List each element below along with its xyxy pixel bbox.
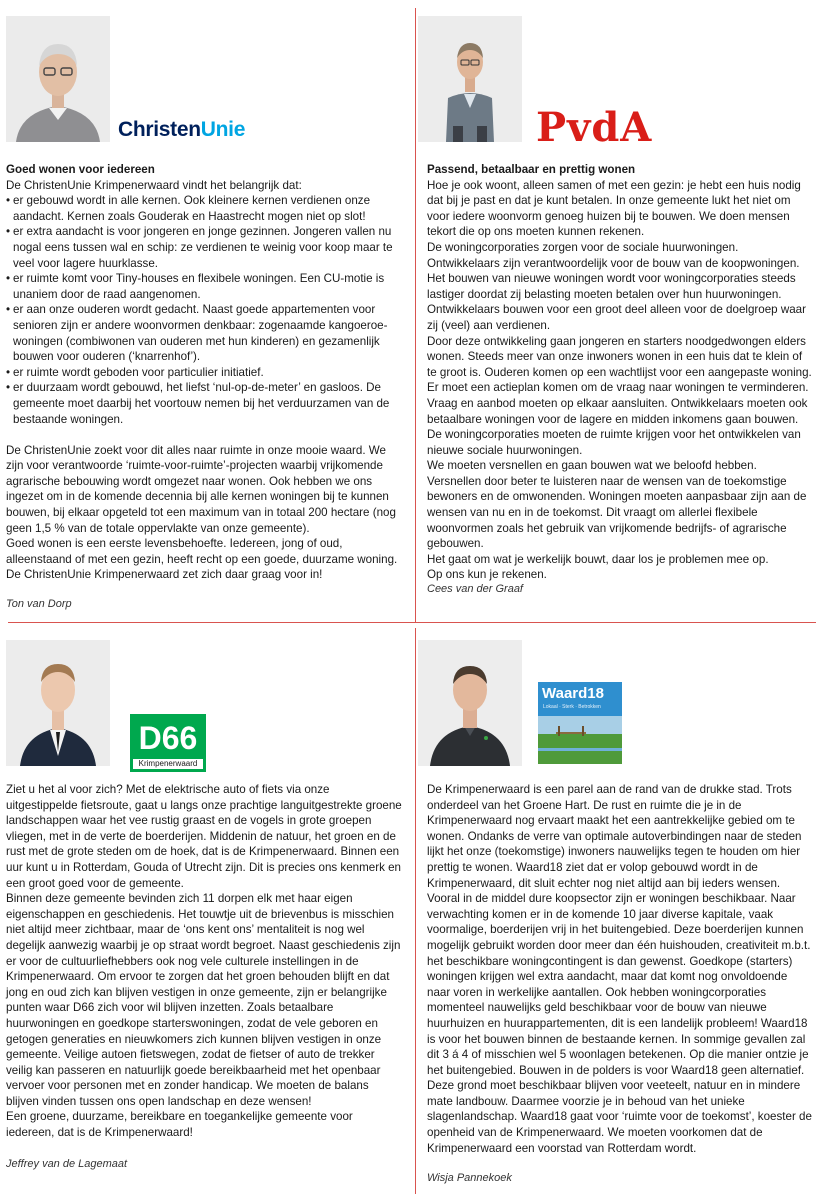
christenunie-bullet: • er duurzaam wordt gebouwd, het liefst ‘nul-op-de-meter’ en gasloos. De gemeente moet daarbij het voortouw nemen bij het verduurzamen van de bestaande woningen. <box>6 380 402 427</box>
pvda-paragraph: Er moet een actieplan komen om de vraag naar woningen te verminderen. Vraag en aanbod moeten op elkaar aansluiten. Ontwikkelaars moeten ook betaalbare woningen voor de lagere en midden inkomens gaan bouwen. <box>427 381 809 426</box>
christenunie-bullet: • er ruimte komt voor Tiny-houses en flexibele woningen. Een CU-motie is unaniem door de raad aangenomen. <box>6 271 402 302</box>
christenunie-bullet-list <box>6 193 402 427</box>
d66-logo-text: D66 <box>138 720 198 756</box>
pvda-logo: PvdA <box>536 104 653 151</box>
d66-paragraph: Binnen deze gemeente bevinden zich 11 dorpen elk met haar eigen eigenschappen en geschiedenis. Het touwtje uit de brievenbus is misschien niet altijd meer zichtbaar, maar de ‘ons kent ons’ mentaliteit is nog wel degelijk aanwezig waarbij je op straat wordt begroet. Naast geschiedenis zijn er voor de cultuurliefhebbers ook nog vele culturele instellingen in de Krimpenerwaard. Om ervoor te zorgen dat het groen behouden blijft en dat jong en oud zich kan blijven vestigen in onze gemeente, zijn er belangrijke punten waar D66 zich voor wil blijven inzetten. Zoals betaalbare huurwoningen en goedkope starterswoningen, zodat de vele geboren en getogen generaties en nieuwkomers zich kunnen blijven vestigen in onze gemeente. Veilige autoen fietswegen, zodat de fietser of auto de trekker veilig kan passeren en natuurlijk goede bereikbaarheid met het openbaar vervoer voor personen met en zonder handicap. We moeten de balans blijven vinden tussen ons open landschap en deze wensen! <box>6 892 401 1108</box>
waard18-logo-tagline: Lokaal · Sterk · Betrokken <box>543 704 601 710</box>
portrait-jeffrey-van-de-lagemaat <box>6 640 110 766</box>
d66-article <box>6 782 402 1141</box>
pvda-paragraph: De woningcorporaties moeten de ruimte krijgen voor het ontwikkelen van nieuwe sociale huurwoningen. <box>427 428 801 457</box>
portrait-wisja-pannekoek <box>418 640 522 766</box>
waard18-logo-text: Waard18 <box>542 685 604 702</box>
christenunie-logo-part2: Unie <box>200 118 246 141</box>
pvda-paragraph: Ontwikkelaars bouwen voor een groot deel alleen voor de doelgroep waar zij (veel) aan verdienen. <box>427 303 806 332</box>
christenunie-bullet: • er ruimte wordt geboden voor particulier initiatief. <box>6 365 402 381</box>
waard18-author: Wisja Pannekoek <box>427 1172 512 1184</box>
christenunie-title: Goed wonen voor iedereen <box>6 163 155 176</box>
pvda-paragraph: Het bouwen van nieuwe woningen wordt voor woningcorporaties steeds lastiger doordat zij belasting moeten betalen over hun huurwoningen. <box>427 272 796 301</box>
waard18-paragraph: De Krimpenerwaard is een parel aan de rand van de drukke stad. Trots onderdeel van het Groene Hart. De rust en ruimte die je in de Krimpenerwaard nog ervaart maakt het een aantrekkelijke gebied om te wonen. Ondanks de verre van optimale autoverbindingen naar de steden lijkt het onze (toekomstige) inwoners nauwelijks tegen te houden om hier prettig te wonen. Waard18 ziet dat er volop gebouwd wordt in de Krimpenerwaard, dit sluit echter nog niet altijd aan bij ieders wensen. Vooral in de middel dure koopsector zijn er woningen beschikbaar. Naar verwachting komen er in de komende 10 jaar diverse kapitale, vaak voormalige, boerderijen vrij in het buitengebied. Deze boerderijen kunnen mogelijk gebruikt worden door meer dan één huishouden, creativiteit m.b.t. het beschikbare woningcontingent is dan gewenst. Goedkope (starters) woningen krijgen wel extra aandacht, maar dat komt nog onvoldoende naar voren in werkelijke aantallen. Ook hebben woningcorporaties momenteel nauwelijks geld beschikbaar voor de bouw van nieuwe huurhuizen en huurappartementen, dit is een landelijk probleem! Waard18 is voor het bouwen binnen de bestaande kernen. In sommige gevallen zal dit 3 á 4 of misschien wel 5 woonlagen betekenen. Op die manier ontzie je het buitengebied. Bouwen in de polders is voor Waard18 geen alternatief. Deze grond moet beschikbaar blijven voor veeteelt, natuur en in mindere mate landbouw. Daarmee voorzie je in behoud van het unieke slagenlandschap. Waard18 gaat voor ‘ruimte voor de toekomst’, koester de openheid van de Krimpenerwaard. We moeten voorkomen dat de Krimpenerwaard een voorstad van Rotterdam wordt. <box>427 783 812 1155</box>
pvda-paragraph: Hoe je ook woont, alleen samen of met een gezin: je hebt een huis nodig dat bij je past en dat je kunt betalen. In onze gemeente lukt het niet om voor iedere woonvorm genoeg huizen bij te bouwen. We doen mensen tekort die op ons moeten kunnen rekenen. <box>427 178 801 239</box>
pvda-paragraph: Het gaat om wat je werkelijk bouwt, daar los je problemen mee op. <box>427 552 769 566</box>
christenunie-paragraph: De ChristenUnie zoekt voor dit alles naar ruimte in onze mooie waard. We zijn voor verantwoorde ‘ruimte-voor-ruimte’-projecten waarbij vrijkomende agrarische bebouwing wordt omgezet naar wonen. Ook hebben we ons ingezet om in de komende decennia bij alle kernen woningen bij te kunnen bouwen, bij elkaar opgeteld tot een maximum van in totaal 200 hectare (nog geen 1,5 % van de totale oppervlakte van onze gemeente). <box>6 443 396 535</box>
d66-paragraph: Een groene, duurzame, bereikbare en toegankelijke gemeente voor iedereen, dat is de Krimpenerwaard! <box>6 1110 353 1140</box>
row-divider <box>8 622 816 623</box>
column-divider-top <box>415 8 416 622</box>
pvda-title: Passend, betaalbaar en prettig wonen <box>427 163 636 176</box>
christenunie-intro: De ChristenUnie Krimpenerwaard vindt het belangrijk dat: <box>6 178 302 192</box>
column-divider-bottom <box>415 628 416 1194</box>
waard18-logo <box>538 682 622 764</box>
christenunie-article <box>6 162 402 583</box>
christenunie-bullet: • er gebouwd wordt in alle kernen. Ook kleinere kernen verdienen onze aandacht. Kernen zoals Gouderak en Haastrecht mogen niet op slot! <box>6 193 402 224</box>
christenunie-bullet: • er extra aandacht is voor jongeren en jonge gezinnen. Jongeren vallen nu nogal eens tussen wal en schip: ze verdienen te weinig voor koop maar te veel voor lagere huurklasse. <box>6 224 402 271</box>
pvda-paragraph: We moeten versnellen en gaan bouwen wat we beloofd hebben. Versnellen door beter te luisteren naar de wensen van de toekomstige bewoners en de omwonenden. Woningen moeten aanpasbaar zijn aan de wensen van nu en in de toekomst. Dit vraagt om allerlei flexibele woonvormen zoals het gebruik van vrijkomende bedrijfs- of agrarische gebouwen. <box>427 459 807 551</box>
portrait-ton-van-dorp <box>6 16 110 142</box>
pvda-paragraph: Door deze ontwikkeling gaan jongeren en starters noodgedwongen elders wonen. Steeds meer van onze inwoners wonen in een huis dat te klein of te groot is. Ouderen komen op een wachtlijst voor een aangepaste woning. <box>427 334 812 379</box>
christenunie-bullet: • er aan onze ouderen wordt gedacht. Naast goede appartementen voor senioren zijn er andere woonvormen denkbaar: zogenaamde kangoeroe-woningen (combiwonen van ouderen met hun kinderen) en gezamenlijk bouwen voor ouderen (‘knarrenhof’). <box>6 302 402 364</box>
d66-logo <box>130 714 206 772</box>
portrait-cees-van-der-graaf <box>418 16 522 142</box>
pvda-paragraph: Op ons kun je rekenen. <box>427 568 547 582</box>
d66-logo-subtitle: Krimpenerwaard <box>133 759 203 769</box>
christenunie-logo <box>118 118 245 142</box>
pvda-paragraph: De woningcorporaties zorgen voor de sociale huurwoningen. Ontwikkelaars zijn verantwoordelijk voor de bouw van de koopwoningen. <box>427 240 800 270</box>
christenunie-author: Ton van Dorp <box>6 598 72 610</box>
waard18-article <box>427 782 813 1156</box>
christenunie-paragraph: Goed wonen is een eerste levensbehoefte. Iedereen, jong of oud, alleenstaand of met een gezin, heeft recht op een goede, duurzame woning. <box>6 537 398 566</box>
d66-author: Jeffrey van de Lagemaat <box>6 1158 128 1170</box>
pvda-author: Cees van der Graaf <box>427 583 523 595</box>
christenunie-paragraph: De ChristenUnie Krimpenerwaard zet zich daar graag voor in! <box>6 568 323 582</box>
d66-paragraph: Ziet u het al voor zich? Met de elektrische auto of fiets via onze uitgestippelde fietsroute, gaat u langs onze prachtige languitgestrekte groene landschappen waar het vee rustig graast en de vogels in grote groepen vliegen, met in de verte de boerderijen. Middenin de natuur, het groen en de rust met de grote steden om de hoek, dat is de Krimpenerwaard. Binnen een uur kunt u in Rotterdam, Gouda of Utrecht zijn. Dit is precies ons kenmerk en een groot goed voor de gemeente. <box>6 783 402 890</box>
pvda-article <box>427 162 813 583</box>
christenunie-logo-part1: Christen <box>118 118 201 141</box>
